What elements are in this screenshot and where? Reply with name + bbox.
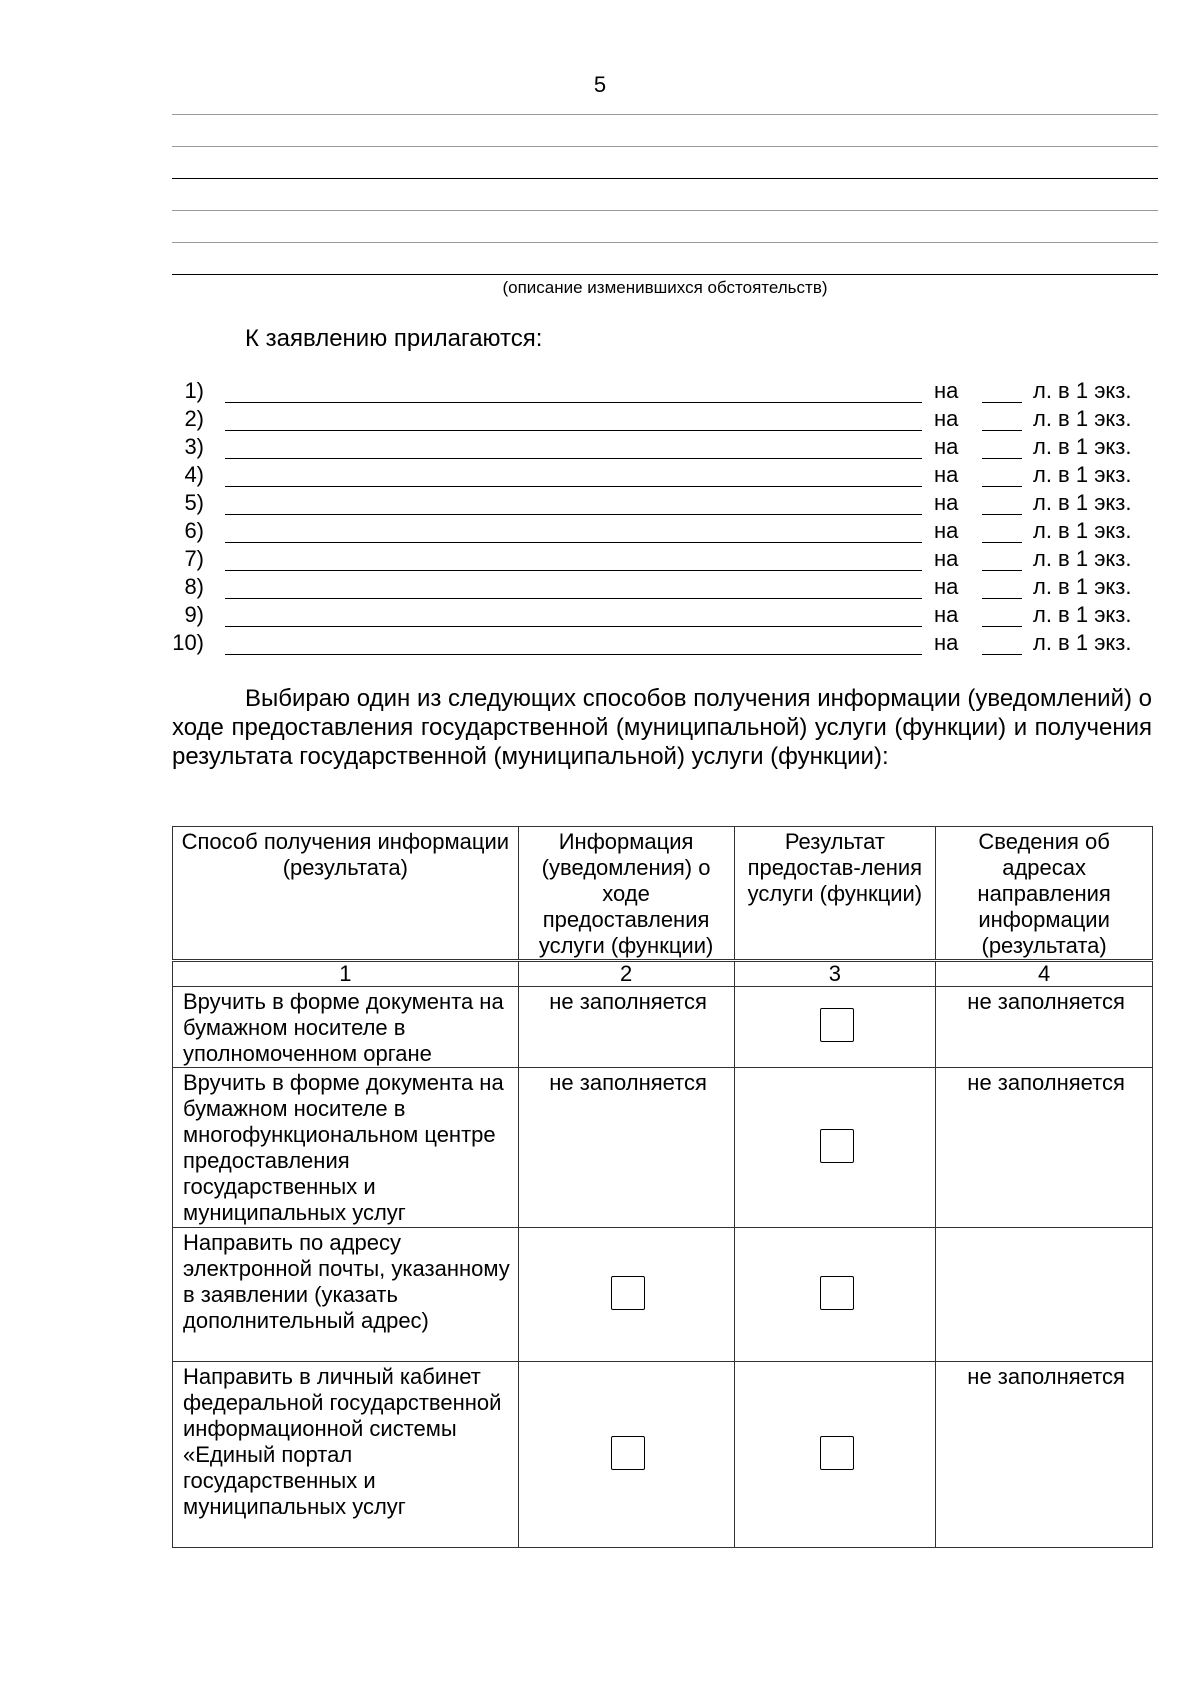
result-checkbox[interactable] <box>820 1436 854 1470</box>
attachment-row <box>172 406 1158 434</box>
blank-line[interactable] <box>172 210 1158 211</box>
attachments-list <box>172 378 1158 658</box>
column-number: 1 <box>173 961 519 987</box>
attachment-number: 6) <box>184 518 204 543</box>
result-checkbox[interactable] <box>820 1276 854 1310</box>
attachment-field[interactable] <box>225 514 922 515</box>
blank-line[interactable] <box>172 178 1158 179</box>
table-row <box>173 987 1153 1068</box>
result-cell <box>734 1068 936 1228</box>
attachment-na: на <box>934 462 959 487</box>
blank-line[interactable] <box>172 242 1158 243</box>
attachment-field[interactable] <box>225 654 922 655</box>
address-cell: не заполняется <box>936 1068 1153 1228</box>
table-row <box>173 1228 1153 1362</box>
blank-line[interactable] <box>172 274 1158 275</box>
attachment-field[interactable] <box>225 626 922 627</box>
attachment-tail: л. в 1 экз. <box>1033 462 1132 487</box>
result-cell <box>734 1228 936 1362</box>
result-checkbox[interactable] <box>820 1008 854 1042</box>
attachment-field[interactable] <box>225 570 922 571</box>
sheet-count-field[interactable] <box>982 458 1022 459</box>
result-cell <box>734 987 936 1068</box>
sheet-count-field[interactable] <box>982 542 1022 543</box>
attachment-number: 1) <box>184 378 204 403</box>
table-row <box>173 1362 1153 1548</box>
attachment-tail: л. в 1 экз. <box>1033 518 1132 543</box>
sheet-count-field[interactable] <box>982 654 1022 655</box>
attachment-number: 7) <box>184 546 204 571</box>
sheet-count-field[interactable] <box>982 486 1022 487</box>
column-number: 3 <box>734 961 936 987</box>
attachment-field[interactable] <box>225 486 922 487</box>
address-cell: не заполняется <box>936 987 1153 1068</box>
attachment-tail: л. в 1 экз. <box>1033 630 1132 655</box>
attachment-field[interactable] <box>225 458 922 459</box>
method-cell: Направить в личный кабинет федеральной государственной информационной системы «Единый портал государственных и муниципальных услуг <box>173 1362 519 1548</box>
info-cell: не заполняется <box>518 987 734 1068</box>
column-number: 2 <box>518 961 734 987</box>
attachment-row <box>172 434 1158 462</box>
attachment-number: 2) <box>184 406 204 431</box>
delivery-methods-table <box>172 826 1153 1548</box>
table-header-row <box>173 827 1153 961</box>
method-choice-paragraph: Выбираю один из следующих способов получения информации (уведомлений) о ходе предоставления государственной (муниципальной) услуги (функции) и получения результата государственной (муниципальной) услуги (функции): <box>172 685 1152 770</box>
attachment-tail: л. в 1 экз. <box>1033 406 1132 431</box>
attachment-tail: л. в 1 экз. <box>1033 490 1132 515</box>
info-checkbox[interactable] <box>611 1276 645 1310</box>
attachment-row <box>172 602 1158 630</box>
info-checkbox[interactable] <box>611 1436 645 1470</box>
attachment-row <box>172 490 1158 518</box>
sheet-count-field[interactable] <box>982 570 1022 571</box>
address-cell: не заполняется <box>936 1362 1153 1548</box>
info-cell <box>518 1362 734 1548</box>
attachment-row <box>172 574 1158 602</box>
attachment-field[interactable] <box>225 402 922 403</box>
attachment-na: на <box>934 434 959 459</box>
attachment-tail: л. в 1 экз. <box>1033 602 1132 627</box>
attachment-number: 10) <box>172 630 204 655</box>
attachment-na: на <box>934 518 959 543</box>
attachment-row <box>172 462 1158 490</box>
attachment-na: на <box>934 546 959 571</box>
attachment-tail: л. в 1 экз. <box>1033 434 1132 459</box>
header-cell: Информация (уведомления) о ходе предоставления услуги (функции) <box>518 827 734 961</box>
attachment-tail: л. в 1 экз. <box>1033 546 1132 571</box>
header-cell: Результат предостав-ления услуги (функции) <box>734 827 936 961</box>
result-cell <box>734 1362 936 1548</box>
sheet-count-field[interactable] <box>982 626 1022 627</box>
attachment-field[interactable] <box>225 598 922 599</box>
attachment-tail: л. в 1 экз. <box>1033 378 1132 403</box>
attachment-field[interactable] <box>225 430 922 431</box>
table-row <box>173 1068 1153 1228</box>
attachment-na: на <box>934 602 959 627</box>
blank-line[interactable] <box>172 114 1158 115</box>
header-cell: Сведения об адресах направления информации (результата) <box>936 827 1153 961</box>
attachment-row <box>172 630 1158 658</box>
page-number: 5 <box>593 72 607 97</box>
attachment-number: 5) <box>184 490 204 515</box>
attachment-number: 9) <box>184 602 204 627</box>
column-number: 4 <box>936 961 1153 987</box>
header-cell: Способ получения информации (результата) <box>173 827 519 961</box>
attachment-number: 8) <box>184 574 204 599</box>
attachment-number: 3) <box>184 434 204 459</box>
sheet-count-field[interactable] <box>982 598 1022 599</box>
attachments-title: К заявлению прилагаются: <box>245 325 543 352</box>
column-number-row <box>173 961 1153 987</box>
attachment-tail: л. в 1 экз. <box>1033 574 1132 599</box>
rule-caption: (описание изменившихся обстоятельств) <box>502 278 828 297</box>
method-cell: Направить по адресу электронной почты, указанному в заявлении (указать дополнительный адрес) <box>173 1228 519 1362</box>
blank-line[interactable] <box>172 146 1158 147</box>
method-cell: Вручить в форме документа на бумажном носителе в уполномоченном органе <box>173 987 519 1068</box>
attachment-na: на <box>934 406 959 431</box>
info-cell: не заполняется <box>518 1068 734 1228</box>
attachment-field[interactable] <box>225 542 922 543</box>
attachment-row <box>172 518 1158 546</box>
sheet-count-field[interactable] <box>982 514 1022 515</box>
attachment-na: на <box>934 490 959 515</box>
address-cell[interactable] <box>936 1228 1153 1362</box>
attachment-row <box>172 546 1158 574</box>
attachment-number: 4) <box>184 462 204 487</box>
sheet-count-field[interactable] <box>982 402 1022 403</box>
attachment-na: на <box>934 378 959 403</box>
attachment-row <box>172 378 1158 406</box>
result-checkbox[interactable] <box>820 1129 854 1163</box>
sheet-count-field[interactable] <box>982 430 1022 431</box>
info-cell <box>518 1228 734 1362</box>
attachment-na: на <box>934 630 959 655</box>
attachment-na: на <box>934 574 959 599</box>
method-cell: Вручить в форме документа на бумажном носителе в многофункциональном центре предоставления государственных и муниципальных услуг <box>173 1068 519 1228</box>
